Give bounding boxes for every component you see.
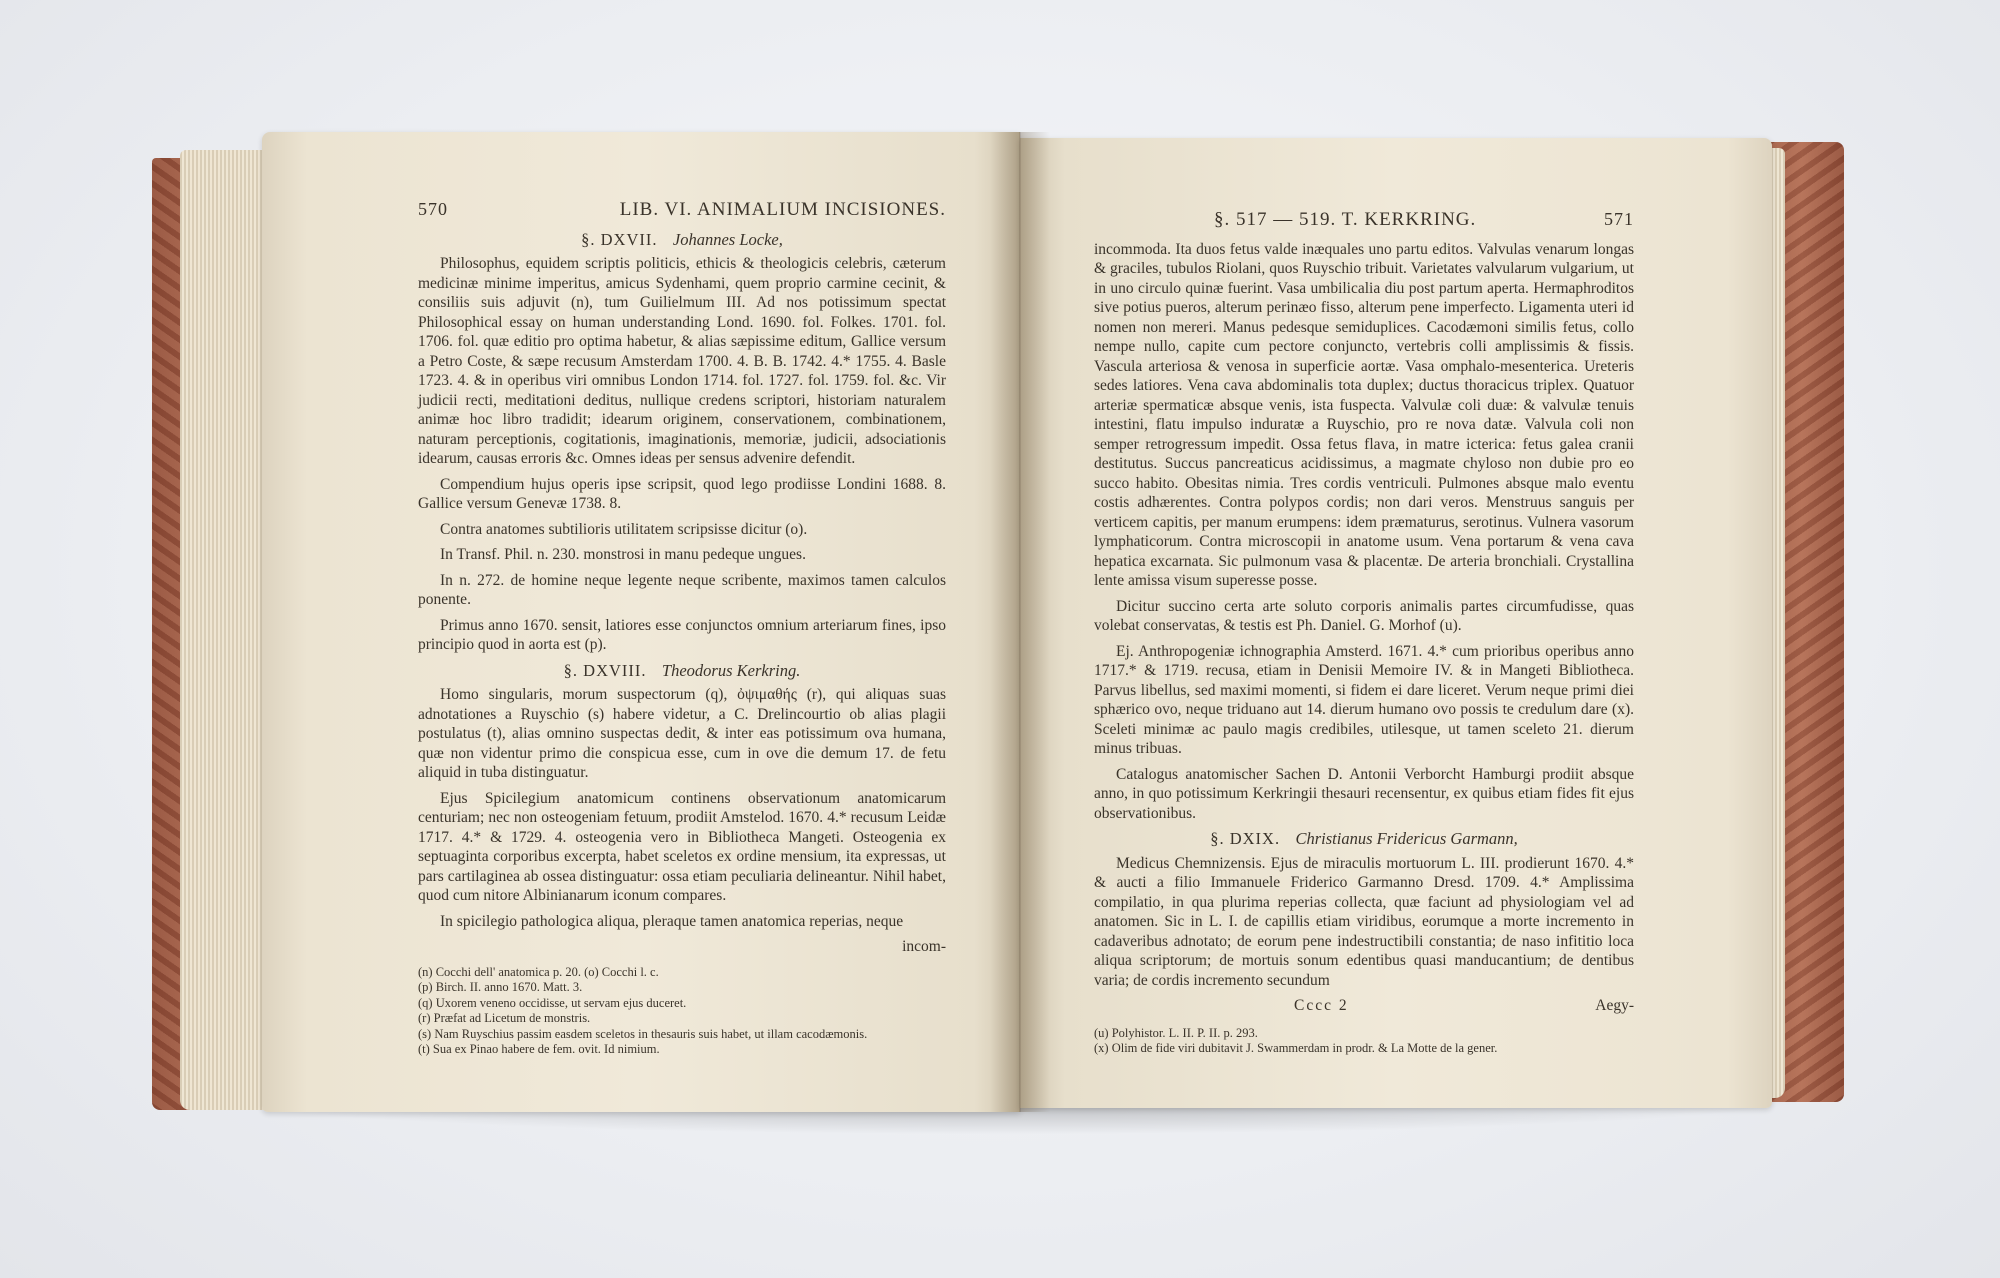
footnotes bbox=[1094, 1026, 1634, 1057]
signature-mark: Cccc 2 bbox=[1294, 997, 1349, 1014]
section-heading bbox=[1094, 829, 1634, 849]
paragraph: Contra anatomes subtilioris utilitatem scripsisse dicitur (o). bbox=[440, 520, 808, 538]
footnote: (x) Olim de fide viri dubitavit J. Swammerdam in prodr. & La Motte de la gener. bbox=[1094, 1041, 1498, 1055]
page-number: 571 bbox=[1604, 209, 1634, 229]
footnote: (q) Uxorem veneno occidisse, ut servam ejus duceret. bbox=[418, 995, 687, 1010]
catchword: incom- bbox=[902, 938, 946, 955]
book-gutter bbox=[990, 132, 1050, 1112]
running-head-title: LIB. VI. ANIMALIUM INCISIONES. bbox=[619, 199, 946, 220]
footnote: (p) Birch. II. anno 1670. Matt. 3. bbox=[418, 980, 583, 994]
catchword: Aegy- bbox=[1595, 997, 1634, 1014]
section-heading bbox=[418, 661, 946, 681]
page-number: 570 bbox=[418, 199, 448, 219]
section-number: §. DXIX. bbox=[1210, 829, 1281, 848]
paragraph: Philosophus, equidem scriptis politicis, ethicis & theologicis celebris, cæterum medicinæ minime imperitus, amicus Sydenhami, quem proprio carmine cecinit, & consiliis suis adjuvit (n), tum Guilielmum III. Ad nos potissimum spectat Philosophical essay on human understanding Lond. 1690. fol. Folkes. 1701. fol. 1706. fol. quæ editio pro optima habetur, & alias sæpissime editum, Gallice versum a Petro Coste, & sæpe recusum Amsterdam 1700. 4. B. B. 1742. 4.* 1755. 4. Basle 1723. 4. & in operibus viri omnibus London 1714. fol. 1727. fol. 1759. fol. &c. Vir judicii recti, meditationi deditus, nullique credens scriptori, historiam naturalem animæ hoc libro tradidit; idearum originem, conservationem, combinationem, naturam perceptionis, cogitationis, imaginationis, memoriæ, judicii, adsociationis idearum, causas erroris &c. Omnes ideas per sensus advenire defendit. bbox=[418, 255, 946, 467]
left-running-header bbox=[418, 200, 946, 220]
paragraph: Catalogus anatomischer Sachen D. Antonii Verborcht Hamburgi prodiit absque anno, in quo potissimum Kerkringii thesauri recensentur, ex quibus etiam fides fit ejus observationibus. bbox=[1094, 765, 1634, 822]
section-name: Johannes Locke, bbox=[672, 229, 783, 249]
footnote: (s) Nam Ruyschius passim easdem sceletos in thesauris suis habet, ut illam cacodæmonis. bbox=[418, 1026, 868, 1041]
right-page-text bbox=[1094, 210, 1634, 1057]
section-name: Christianus Fridericus Garmann, bbox=[1295, 829, 1518, 848]
paragraph: Primus anno 1670. sensit, latiores esse conjunctos omnium arteriarum fines, ipso principio quod in aorta est (p). bbox=[418, 616, 946, 653]
footnote: (r) Præfat ad Licetum de monstris. bbox=[418, 1011, 591, 1025]
paragraph: In n. 272. de homine neque legente neque scribente, maximos tamen calculos ponente. bbox=[418, 571, 946, 608]
signature-line bbox=[1094, 996, 1634, 1016]
footnote: (u) Polyhistor. L. II. P. II. p. 293. bbox=[1094, 1025, 1258, 1040]
paragraph: Ej. Anthropogeniæ ichnographia Amsterd. 1671. 4.* cum prioribus operibus anno 1717.* & 1719. recusa, etiam in Denisii Memoire IV. & in Mangeti Bibliotheca. Parvus libellus, sed maximi momenti, si fidem ei dare liceret. Verum neque primi diei sphærico ovo, neque triduano aut 14. dierum humano ovo possis te credulum dare (x). Sceleti minimæ ac paulo magis credibiles, utilesque, ut tamen sceleto 21. dierum minus tribuas. bbox=[1094, 642, 1634, 757]
section-name: Theodorus Kerkring. bbox=[661, 660, 801, 680]
footnote: (t) Sua ex Pinao habere de fem. ovit. Id nimium. bbox=[418, 1042, 660, 1056]
paragraph: Compendium hujus operis ipse scripsit, quod lego prodiisse Londini 1688. 8. Gallice versum Genevæ 1738. 8. bbox=[418, 475, 946, 512]
paragraph: Medicus Chemnizensis. Ejus de miraculis mortuorum L. III. prodierunt 1670. 4.* & aucti a filio Immanuele Friderico Garmanno Dresd. 1709. 4.* Amplissima compilatio, in qua plurima reperias collecta, quæ faciunt ad physiologiam vel ad anatomen. Sic in L. I. de capillis etiam viridibus, eorumque a morte incremento in cadaveribus adnotato; de eorum pene indestructibili constantia; de naso infititio loca aliqua scriptorum; de mortuis sonum edentibus quasi manducantium; de dentibus varia; de cordis incremento secundum bbox=[1094, 854, 1634, 989]
running-head-title: §. 517 — 519. T. KERKRING. bbox=[1214, 209, 1477, 230]
paragraph: Homo singularis, morum suspectorum (q), ὀψιμαθής (r), qui aliquas suas adnotationes a Ruyschio (s) habere videtur, a C. Drelincourtio ob alias plagii postulatus (t), alias omnino suspectas dedit, & inter eas potissimum ova humana, quæ non videntur primo die conspicua esse, cum in ove die demum 17. de fetu aliquid in tuba distinguatur. bbox=[418, 686, 946, 781]
section-number: §. DXVII. bbox=[581, 229, 658, 249]
paragraph: Ejus Spicilegium anatomicum continens observationum anatomicarum centuriam; nec non osteogeniam fetuum, prodiit Amstelod. 1670. 4.* recusum Leidæ 1717. 4.* & 1729. 4. osteogenia vero in Bibliotheca Mangeti. Osteogenia ex septuaginta corporibus excerpta, habet sceletos ex ordine mensium, ita expressas, ut pars cartilaginea ab ossea distinguatur: ossa etiam peculiaria delineantur. Nihil habet, quod cum nitore Albinianarum iconum compares. bbox=[418, 789, 946, 904]
paragraph: In Transf. Phil. n. 230. monstrosi in manu pedeque ungues. bbox=[440, 546, 806, 563]
footnote: (n) Cocchi dell' anatomica p. 20. (o) Cocchi l. c. bbox=[418, 964, 659, 979]
paragraph: incommoda. Ita duos fetus valde inæquales uno partu editos. Valvulas venarum longas & graciles, tubulos Riolani, quos Ruyschio tribuit. Varietates valvularum vulgarium, ut in uno circulo quinæ fuerint. Vasa umbilicalia diu post partum aperta. Hermaphroditos sive potius pueros, alterum perinæo fisso, alterum pene imperfecto. Ligamenta uteri id nomen non mereri. Manus pedesque semiduplices. Cacodæmoni similis fetus, collo nempe nullo, capite cum pectore conjuncto, vertebris colli amplissimis & fissis. Vascula arteriosa & venosa in superficie aortæ. Vasa omphalo-mesenterica. Ureteris sedes latiores. Vena cava abdominalis tota duplex; ductus thoracicus triplex. Quatuor arteriæ spermaticæ absque venis, ista fuspecta. Valvulæ coli duæ: & valvulæ tenuis intestini, flatu impulso induratæ a Ruyschio, pro re nova datæ. Valvula coli non semper retrogressum impedit. Ossa fetus flava, in matre icterica: fetus galea cranii destitutus. Succus pancreaticus acidissimus, a magmate chyloso non dubie pro eo succo habito. Obesitas nimia. Tres cordis ventriculi. Pulmones absque malo eventu costis adhærentes. Contra polypos cordis; non dari veros. Menstruus sanguis per verticem capitis, per manum erumpens: idem præmaturus, serotinus. Vulnera vasorum lymphaticorum. Contra microscopii in anatome usum. Vena portarum & vena cava hepatica excarnata. Sic pulmonum vasa & placentæ. De arteria bronchiali. Crystallina lente amissa visum superesse posse. bbox=[1094, 240, 1634, 589]
section-number: §. DXVIII. bbox=[563, 660, 647, 680]
section-heading bbox=[418, 230, 946, 250]
footnotes bbox=[418, 965, 946, 1058]
paragraph: In spicilegio pathologica aliqua, pleraque tamen anatomica reperias, neque bbox=[440, 912, 904, 930]
right-running-header bbox=[1094, 210, 1634, 230]
paragraph: Dicitur succino certa arte soluto corporis animalis partes circumfudisse, quas volebat conservatas, & testis est Ph. Daniel. G. Morhof (u). bbox=[1094, 597, 1634, 634]
left-page-text bbox=[418, 200, 946, 1058]
